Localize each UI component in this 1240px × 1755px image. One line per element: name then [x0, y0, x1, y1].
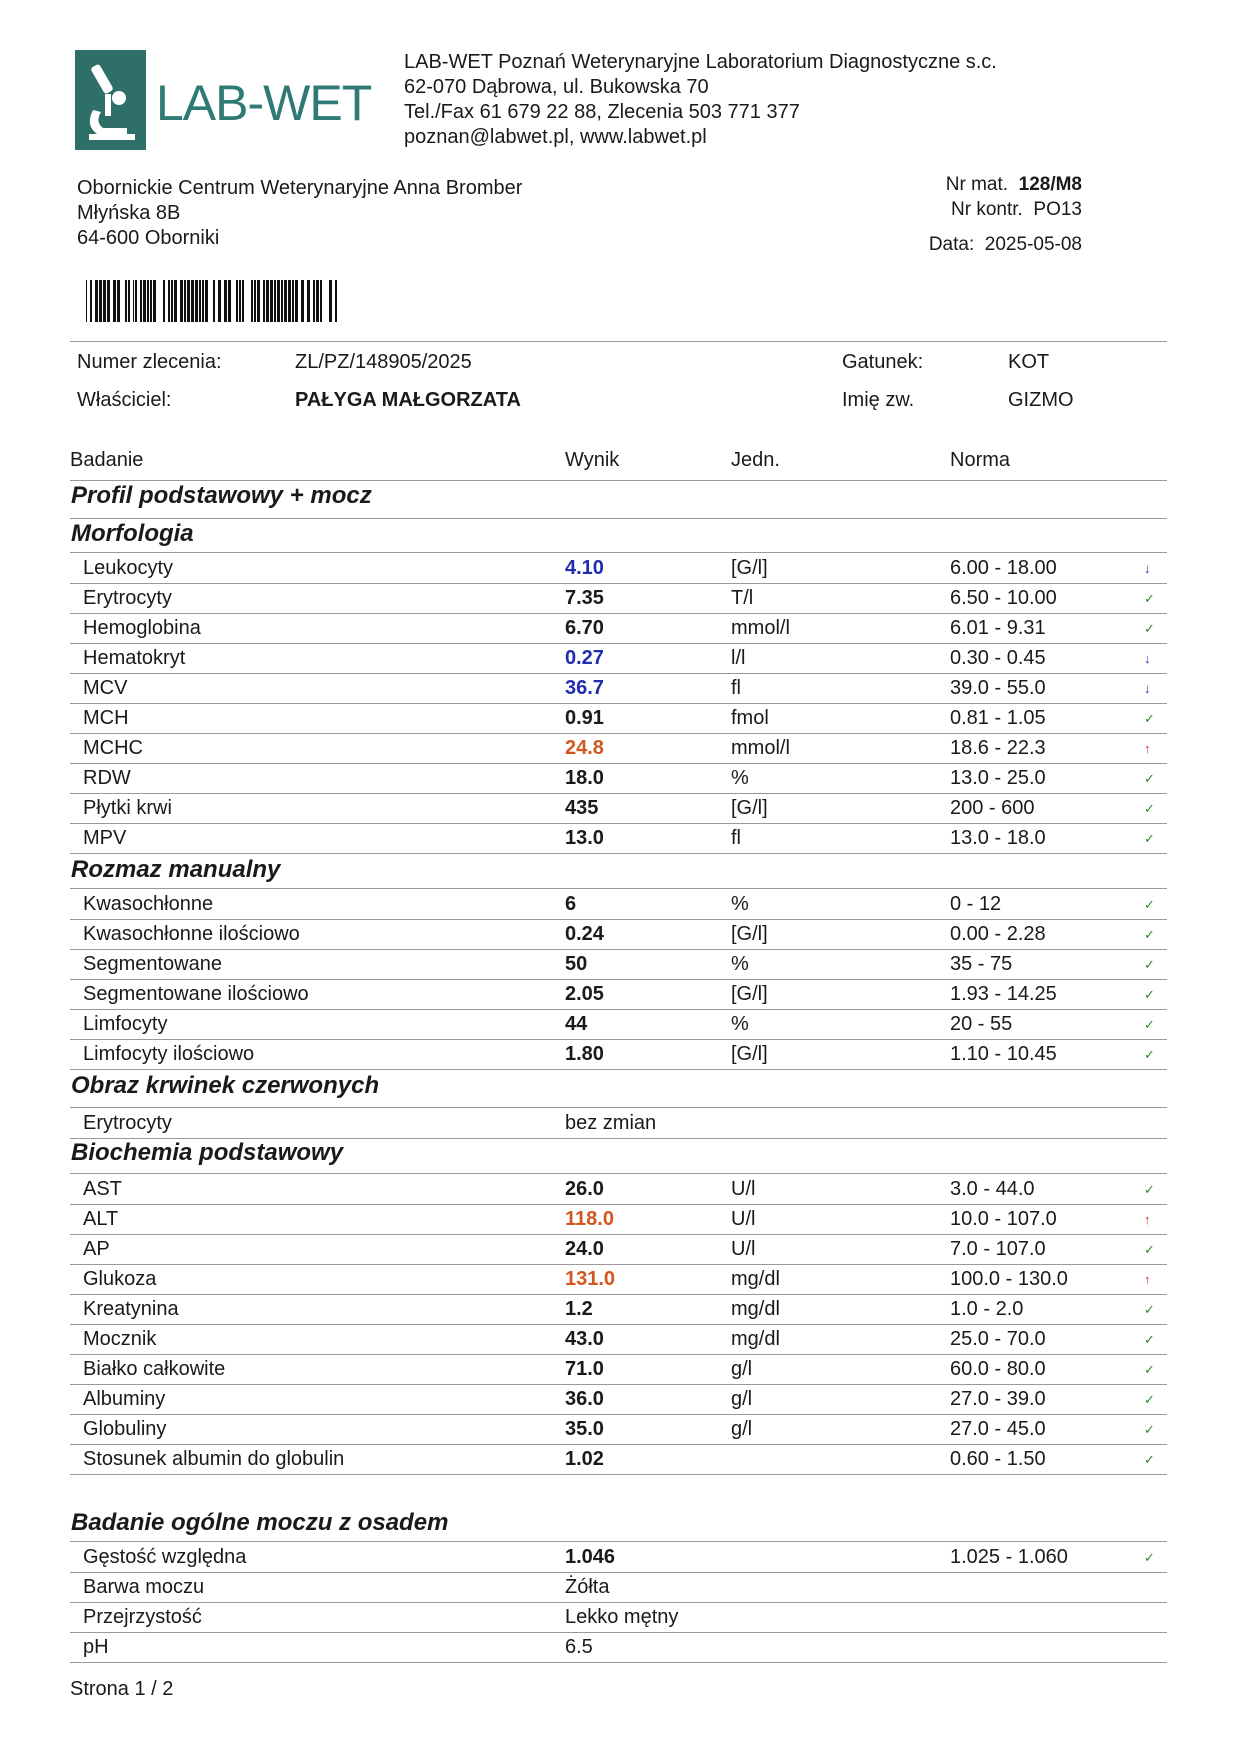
- barcode-bar: [295, 280, 298, 322]
- barcode-bar: [335, 280, 337, 322]
- barcode-bar: [301, 280, 304, 322]
- test-unit: fl: [731, 677, 741, 699]
- test-norm: 25.0 - 70.0: [950, 1328, 1046, 1350]
- test-name: ALT: [83, 1208, 119, 1230]
- test-unit: %: [731, 893, 749, 915]
- barcode-bar: [199, 280, 201, 322]
- barcode-bar: [140, 280, 142, 322]
- test-norm: 6.01 - 9.31: [950, 617, 1046, 639]
- check-icon: ✓: [1144, 1362, 1155, 1377]
- test-unit: U/l: [731, 1208, 756, 1230]
- test-name: Erytrocyty: [83, 587, 172, 609]
- table-row: [70, 1602, 1167, 1633]
- test-result: 131.0: [565, 1268, 616, 1290]
- test-name: Kwasochłonne: [83, 893, 214, 915]
- test-result: 0.24: [565, 923, 604, 945]
- table-row: [70, 673, 1167, 704]
- test-result: 2.05: [565, 983, 604, 1005]
- test-name: Albuminy: [83, 1388, 166, 1410]
- test-name: Limfocyty ilościowo: [83, 1043, 255, 1065]
- test-result: bez zmian: [565, 1112, 657, 1134]
- test-unit: g/l: [731, 1418, 753, 1440]
- test-name: Stosunek albumin do globulin: [83, 1448, 345, 1470]
- page-number: Strona 1 / 2: [70, 1678, 174, 1700]
- test-unit: mg/dl: [731, 1298, 780, 1320]
- test-unit: g/l: [731, 1358, 753, 1380]
- test-result: 24.0: [565, 1238, 604, 1260]
- check-icon: ✓: [1144, 1047, 1155, 1062]
- order-number-label: Numer zlecenia:: [77, 351, 222, 373]
- table-row: [70, 553, 1167, 584]
- test-norm: 0.00 - 2.28: [950, 923, 1046, 945]
- test-name: MCHC: [83, 737, 143, 759]
- test-name: MCV: [83, 677, 128, 699]
- test-name: Przejrzystość: [83, 1606, 202, 1628]
- test-norm: 27.0 - 45.0: [950, 1418, 1046, 1440]
- check-icon: ✓: [1144, 801, 1155, 816]
- test-norm: 0.60 - 1.50: [950, 1448, 1046, 1470]
- barcode-bar: [228, 280, 231, 322]
- table-row: [70, 949, 1167, 980]
- arrow-up-icon: ↑: [1144, 1272, 1151, 1287]
- test-unit: mmol/l: [731, 617, 790, 639]
- test-unit: l/l: [731, 647, 746, 669]
- check-icon: ✓: [1144, 1182, 1155, 1197]
- barcode-bar: [163, 280, 165, 322]
- table-row: [70, 979, 1167, 1010]
- table-row: [70, 1324, 1167, 1355]
- table-row: [70, 613, 1167, 644]
- barcode-bar: [135, 280, 137, 322]
- table-row: [70, 733, 1167, 764]
- test-norm: 200 - 600: [950, 797, 1035, 819]
- test-name: Globuliny: [83, 1418, 167, 1440]
- barcode-bar: [187, 280, 190, 322]
- test-result: 26.0: [565, 1178, 604, 1200]
- check-icon: ✓: [1144, 1392, 1155, 1407]
- test-norm: 1.10 - 10.45: [950, 1043, 1057, 1065]
- barcode-bar: [180, 280, 183, 322]
- test-name: Hematokryt: [83, 647, 186, 669]
- test-name: Białko całkowite: [83, 1358, 226, 1380]
- barcode-bar: [320, 280, 322, 322]
- barcode-bar: [90, 280, 92, 322]
- test-result: 0.27: [565, 647, 604, 669]
- test-result: 36.7: [565, 677, 604, 699]
- check-icon: ✓: [1144, 831, 1155, 846]
- arrow-down-icon: ↓: [1144, 651, 1151, 666]
- barcode-bar: [213, 280, 215, 322]
- arrow-up-icon: ↑: [1144, 1212, 1151, 1227]
- test-result: 1.80: [565, 1043, 604, 1065]
- divider: [70, 518, 1167, 519]
- lab-contact: poznan@labwet.pl, www.labwet.pl: [404, 126, 707, 148]
- barcode-bar: [117, 280, 120, 322]
- date-value: 2025-05-08: [984, 234, 1082, 255]
- test-name: AST: [83, 1178, 122, 1200]
- test-norm: 100.0 - 130.0: [950, 1268, 1068, 1290]
- test-unit: [G/l]: [731, 557, 768, 579]
- arrow-up-icon: ↑: [1144, 741, 1151, 756]
- test-norm: 10.0 - 107.0: [950, 1208, 1057, 1230]
- test-result: 44: [565, 1013, 588, 1035]
- test-unit: %: [731, 953, 749, 975]
- test-unit: %: [731, 767, 749, 789]
- barcode-bar: [143, 280, 146, 322]
- check-icon: ✓: [1144, 711, 1155, 726]
- test-result: 4.10: [565, 557, 604, 579]
- test-norm: 18.6 - 22.3: [950, 737, 1046, 759]
- barcode-bar: [284, 280, 287, 322]
- barcode-bar: [263, 280, 265, 322]
- owner-value: PAŁYGA MAŁGORZATA: [295, 389, 521, 411]
- barcode-bar: [125, 280, 127, 322]
- barcode-bar: [313, 280, 315, 322]
- test-unit: mg/dl: [731, 1268, 780, 1290]
- barcode-bar: [195, 280, 198, 322]
- test-name: Płytki krwi: [83, 797, 172, 819]
- test-norm: 0 - 12: [950, 893, 1002, 915]
- barcode-bar: [288, 280, 291, 322]
- section-title: Morfologia: [71, 520, 194, 547]
- barcode-bar: [107, 280, 110, 322]
- test-norm: 1.0 - 2.0: [950, 1298, 1024, 1320]
- test-name: Mocznik: [83, 1328, 157, 1350]
- test-norm: 60.0 - 80.0: [950, 1358, 1046, 1380]
- test-norm: 13.0 - 25.0: [950, 767, 1046, 789]
- table-row: [70, 1108, 1167, 1139]
- test-result: 43.0: [565, 1328, 604, 1350]
- check-icon: ✓: [1144, 957, 1155, 972]
- test-name: Segmentowane: [83, 953, 222, 975]
- test-unit: [G/l]: [731, 983, 768, 1005]
- test-result: 24.8: [565, 737, 604, 759]
- test-name: MPV: [83, 827, 127, 849]
- table-row: [70, 1039, 1167, 1070]
- date-label: Data:: [928, 234, 975, 255]
- table-row: [70, 793, 1167, 824]
- col-result: Wynik: [565, 449, 620, 471]
- barcode-bar: [113, 280, 116, 322]
- section-title: Obraz krwinek czerwonych: [71, 1072, 380, 1099]
- test-unit: T/l: [731, 587, 754, 609]
- table-row: [70, 1444, 1167, 1475]
- owner-label: Właściciel:: [77, 389, 172, 411]
- test-unit: U/l: [731, 1238, 756, 1260]
- test-norm: 6.50 - 10.00: [950, 587, 1057, 609]
- col-unit: Jedn.: [731, 449, 780, 471]
- check-icon: ✓: [1144, 1242, 1155, 1257]
- table-row: [70, 1294, 1167, 1325]
- test-unit: %: [731, 1013, 749, 1035]
- check-icon: ✓: [1144, 1017, 1155, 1032]
- logo-microscope-icon: [75, 50, 146, 150]
- barcode-bar: [103, 280, 106, 322]
- barcode-bar: [202, 280, 204, 322]
- table-row: [70, 1204, 1167, 1235]
- test-norm: 7.0 - 107.0: [950, 1238, 1046, 1260]
- test-name: Limfocyty: [83, 1013, 168, 1035]
- test-name: Hemoglobina: [83, 617, 201, 639]
- check-icon: ✓: [1144, 1550, 1155, 1565]
- lab-address: 62-070 Dąbrowa, ul. Bukowska 70: [404, 76, 709, 98]
- barcode-bar: [171, 280, 173, 322]
- test-unit: mmol/l: [731, 737, 790, 759]
- barcode-bar: [168, 280, 170, 322]
- check-icon: ✓: [1144, 1332, 1155, 1347]
- test-result: 71.0: [565, 1358, 604, 1380]
- barcode-bar: [266, 280, 269, 322]
- table-row: [70, 1354, 1167, 1385]
- test-name: RDW: [83, 767, 131, 789]
- barcode-bar: [153, 280, 156, 322]
- test-norm: 0.30 - 0.45: [950, 647, 1046, 669]
- check-icon: ✓: [1144, 927, 1155, 942]
- lab-phone: Tel./Fax 61 679 22 88, Zlecenia 503 771 377: [404, 101, 800, 123]
- arrow-down-icon: ↓: [1144, 561, 1151, 576]
- barcode-bar: [292, 280, 294, 322]
- test-result: Żółta: [565, 1576, 610, 1598]
- barcode-bar: [147, 280, 149, 322]
- section-title: Badanie ogólne moczu z osadem: [71, 1509, 449, 1536]
- check-icon: ✓: [1144, 987, 1155, 1002]
- test-result: 0.91: [565, 707, 604, 729]
- test-norm: 27.0 - 39.0: [950, 1388, 1046, 1410]
- test-unit: U/l: [731, 1178, 756, 1200]
- barcode-bar: [205, 280, 208, 322]
- barcode-bar: [236, 280, 238, 322]
- species-value: KOT: [1008, 351, 1050, 373]
- table-row: [70, 889, 1167, 920]
- nr-mat-value: 128/M8: [1018, 174, 1082, 195]
- section-title: Biochemia podstawowy: [71, 1139, 344, 1166]
- test-result: 36.0: [565, 1388, 604, 1410]
- barcode-bar: [191, 280, 194, 322]
- table-row: [70, 763, 1167, 794]
- col-test: Badanie: [70, 449, 144, 471]
- sample-ids: [929, 172, 1082, 257]
- test-name: Kwasochłonne ilościowo: [83, 923, 300, 945]
- table-row: [70, 919, 1167, 950]
- test-name: Kreatynina: [83, 1298, 179, 1320]
- barcode-bar: [242, 280, 244, 322]
- barcode-bar: [95, 280, 98, 322]
- test-result: 13.0: [565, 827, 604, 849]
- barcode-bar: [218, 280, 221, 322]
- test-name: Leukocyty: [83, 557, 174, 579]
- divider: [70, 480, 1167, 481]
- test-result: 1.2: [565, 1298, 593, 1320]
- test-unit: mg/dl: [731, 1328, 780, 1350]
- table-row: [70, 1174, 1167, 1205]
- check-icon: ✓: [1144, 1422, 1155, 1437]
- table-row: [70, 643, 1167, 674]
- lab-header: [404, 50, 997, 150]
- test-result: 35.0: [565, 1418, 604, 1440]
- test-norm: 13.0 - 18.0: [950, 827, 1046, 849]
- pet-name-label: Imię zw.: [842, 389, 915, 411]
- check-icon: ✓: [1144, 591, 1155, 606]
- test-unit: fmol: [731, 707, 769, 729]
- client-city: 64-600 Oborniki: [77, 227, 220, 249]
- barcode-bar: [184, 280, 186, 322]
- test-unit: g/l: [731, 1388, 753, 1410]
- table-row: [70, 1542, 1167, 1573]
- col-norm: Norma: [950, 449, 1011, 471]
- barcode-bar: [150, 280, 152, 322]
- barcode-bar: [239, 280, 241, 322]
- test-result: 118.0: [565, 1208, 614, 1230]
- test-norm: 35 - 75: [950, 953, 1013, 975]
- check-icon: ✓: [1144, 897, 1155, 912]
- barcode-bar: [274, 280, 276, 322]
- test-name: Segmentowane ilościowo: [83, 983, 309, 1005]
- test-norm: 20 - 55: [950, 1013, 1013, 1035]
- logo-wordmark: LAB-WET: [156, 75, 372, 131]
- barcode-bar: [224, 280, 227, 322]
- barcode-bar: [307, 280, 310, 322]
- client-street: Młyńska 8B: [77, 202, 181, 224]
- pet-name-value: GIZMO: [1008, 389, 1074, 411]
- test-result: 7.35: [565, 587, 604, 609]
- test-result: 6: [565, 893, 577, 915]
- barcode-bar: [329, 280, 332, 322]
- table-row: [70, 703, 1167, 734]
- table-row: [70, 1384, 1167, 1415]
- test-result: 1.02: [565, 1448, 604, 1470]
- table-row: [70, 823, 1167, 854]
- nr-kontr-value: PO13: [1033, 199, 1082, 220]
- barcode-bar: [257, 280, 260, 322]
- profile-title: Profil podstawowy + mocz: [71, 482, 372, 509]
- client-name: Obornickie Centrum Weterynaryjne Anna Bromber: [77, 177, 523, 199]
- test-norm: 0.81 - 1.05: [950, 707, 1046, 729]
- lab-name: LAB-WET Poznań Weterynaryjne Laboratorium Diagnostyczne s.c.: [404, 51, 997, 73]
- test-unit: [G/l]: [731, 1043, 768, 1065]
- table-row: [70, 1572, 1167, 1603]
- check-icon: ✓: [1144, 771, 1155, 786]
- test-result: 435: [565, 797, 599, 819]
- table-row: [70, 1009, 1167, 1040]
- species-label: Gatunek:: [842, 351, 924, 373]
- divider: [70, 341, 1167, 342]
- test-unit: fl: [731, 827, 741, 849]
- test-result: Lekko mętny: [565, 1606, 679, 1628]
- barcode-bar: [254, 280, 256, 322]
- check-icon: ✓: [1144, 1452, 1155, 1467]
- test-name: Gęstość względna: [83, 1546, 247, 1568]
- test-result: 50: [565, 953, 588, 975]
- test-name: Erytrocyty: [83, 1112, 172, 1134]
- barcode-bar: [270, 280, 273, 322]
- check-icon: ✓: [1144, 1302, 1155, 1317]
- table-row: [70, 1234, 1167, 1265]
- test-name: MCH: [83, 707, 129, 729]
- table-row: [70, 583, 1167, 614]
- test-norm: 39.0 - 55.0: [950, 677, 1046, 699]
- test-name: Glukoza: [83, 1268, 157, 1290]
- test-norm: 6.00 - 18.00: [950, 557, 1057, 579]
- barcode-bar: [128, 280, 130, 322]
- barcode-bar: [281, 280, 283, 322]
- test-norm: 1.93 - 14.25: [950, 983, 1057, 1005]
- test-norm: 1.025 - 1.060: [950, 1546, 1068, 1568]
- test-name: Barwa moczu: [83, 1576, 205, 1598]
- order-number-value: ZL/PZ/148905/2025: [295, 351, 472, 373]
- barcode-bar: [251, 280, 253, 322]
- barcode-bar: [86, 280, 87, 322]
- check-icon: ✓: [1144, 621, 1155, 636]
- barcode-bar: [99, 280, 102, 322]
- nr-mat-label: Nr mat.: [945, 174, 1009, 195]
- barcode: [86, 280, 342, 322]
- table-row: [70, 1414, 1167, 1445]
- test-result: 18.0: [565, 767, 604, 789]
- test-unit: [G/l]: [731, 923, 768, 945]
- table-row: [70, 1632, 1167, 1663]
- test-name: pH: [83, 1636, 109, 1658]
- nr-kontr-label: Nr kontr.: [951, 199, 1023, 220]
- table-row: [70, 1264, 1167, 1295]
- client-address: [77, 176, 522, 251]
- test-unit: [G/l]: [731, 797, 768, 819]
- barcode-bar: [174, 280, 177, 322]
- barcode-bar: [277, 280, 280, 322]
- barcode-bar: [133, 280, 134, 322]
- test-result: 6.70: [565, 617, 604, 639]
- test-norm: 3.0 - 44.0: [950, 1178, 1035, 1200]
- section-title: Rozmaz manualny: [71, 856, 281, 883]
- test-result: 1.046: [565, 1546, 616, 1568]
- arrow-down-icon: ↓: [1144, 681, 1151, 696]
- test-name: AP: [83, 1238, 110, 1260]
- test-result: 6.5: [565, 1636, 593, 1658]
- barcode-bar: [316, 280, 319, 322]
